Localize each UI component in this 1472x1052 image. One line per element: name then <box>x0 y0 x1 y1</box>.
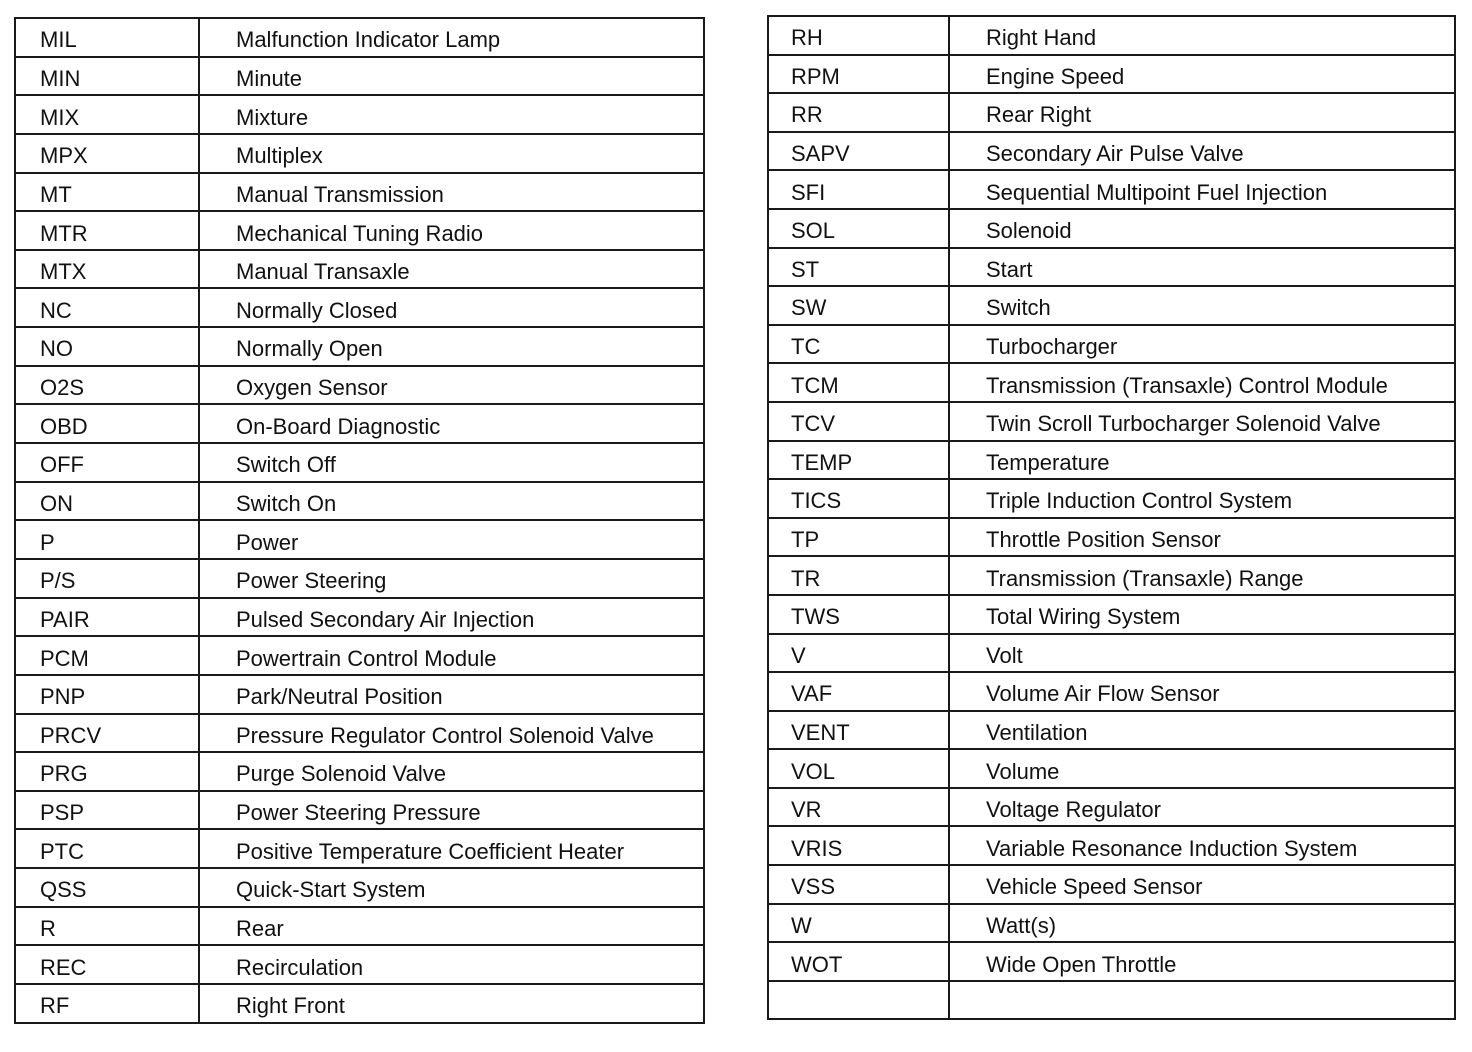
meaning-cell: Minute <box>199 57 704 96</box>
table-row <box>768 595 1455 634</box>
abbreviation-cell: V <box>768 634 949 673</box>
table-row <box>15 675 704 714</box>
abbreviation-cell: SFI <box>768 170 949 209</box>
table-row <box>768 170 1455 209</box>
abbreviation-cell: NO <box>15 327 199 366</box>
meaning-cell: Temperature <box>949 441 1455 480</box>
table-row <box>15 482 704 521</box>
abbreviation-cell: O2S <box>15 366 199 405</box>
abbreviation-cell: QSS <box>15 868 199 907</box>
meaning-cell: Right Front <box>199 984 704 1023</box>
table-row <box>15 134 704 173</box>
meaning-cell: Malfunction Indicator Lamp <box>199 18 704 57</box>
abbreviation-cell: TCV <box>768 402 949 441</box>
abbreviation-cell: NC <box>15 288 199 327</box>
table-row <box>15 714 704 753</box>
meaning-cell: Volt <box>949 634 1455 673</box>
table-row <box>768 363 1455 402</box>
meaning-cell: Transmission (Transaxle) Range <box>949 556 1455 595</box>
table-row <box>768 55 1455 94</box>
meaning-cell: Volume <box>949 749 1455 788</box>
meaning-cell: Right Hand <box>949 16 1455 55</box>
table-row <box>15 288 704 327</box>
table-row <box>15 404 704 443</box>
meaning-cell: Mixture <box>199 95 704 134</box>
abbreviation-table-right <box>767 15 1456 1020</box>
meaning-cell: Ventilation <box>949 711 1455 750</box>
meaning-cell: Manual Transmission <box>199 173 704 212</box>
table-row <box>768 749 1455 788</box>
table-row <box>768 286 1455 325</box>
table-row <box>768 209 1455 248</box>
meaning-cell: Wide Open Throttle <box>949 942 1455 981</box>
abbreviation-cell: P/S <box>15 559 199 598</box>
meaning-cell: Solenoid <box>949 209 1455 248</box>
meaning-cell: Power <box>199 520 704 559</box>
table-row <box>768 672 1455 711</box>
table-row <box>15 211 704 250</box>
meaning-cell: Powertrain Control Module <box>199 636 704 675</box>
abbreviation-cell: RPM <box>768 55 949 94</box>
table-body-left <box>15 18 704 1023</box>
abbreviation-cell: TEMP <box>768 441 949 480</box>
meaning-cell: Recirculation <box>199 945 704 984</box>
abbreviation-cell: VENT <box>768 711 949 750</box>
table-row <box>768 634 1455 673</box>
abbreviation-cell: PSP <box>15 791 199 830</box>
abbreviation-cell: VSS <box>768 865 949 904</box>
table-row <box>768 248 1455 287</box>
abbreviation-cell: MIL <box>15 18 199 57</box>
meaning-cell: Switch <box>949 286 1455 325</box>
meaning-cell: Park/Neutral Position <box>199 675 704 714</box>
table-row <box>15 366 704 405</box>
abbreviation-cell: RH <box>768 16 949 55</box>
meaning-cell: Multiplex <box>199 134 704 173</box>
table-row <box>768 556 1455 595</box>
meaning-cell: Manual Transaxle <box>199 250 704 289</box>
abbreviation-cell: OBD <box>15 404 199 443</box>
abbreviation-cell: TCM <box>768 363 949 402</box>
abbreviation-cell: VAF <box>768 672 949 711</box>
table-row <box>768 16 1455 55</box>
table-row <box>15 520 704 559</box>
meaning-cell: Sequential Multipoint Fuel Injection <box>949 170 1455 209</box>
abbreviation-cell: MIX <box>15 95 199 134</box>
table-row <box>15 443 704 482</box>
abbreviation-cell: P <box>15 520 199 559</box>
table-row <box>15 907 704 946</box>
table-row <box>768 865 1455 904</box>
table-row <box>15 868 704 907</box>
table-row <box>15 173 704 212</box>
abbreviation-cell: RF <box>15 984 199 1023</box>
table-row <box>15 95 704 134</box>
meaning-cell: Vehicle Speed Sensor <box>949 865 1455 904</box>
meaning-cell: Purge Solenoid Valve <box>199 752 704 791</box>
meaning-cell: Secondary Air Pulse Valve <box>949 132 1455 171</box>
meaning-cell: Watt(s) <box>949 904 1455 943</box>
abbreviation-cell: VR <box>768 788 949 827</box>
table-row <box>15 791 704 830</box>
table-row <box>768 441 1455 480</box>
abbreviation-cell: ST <box>768 248 949 287</box>
table-row <box>15 829 704 868</box>
meaning-cell: Turbocharger <box>949 325 1455 364</box>
table-row <box>15 57 704 96</box>
meaning-cell <box>949 981 1455 1020</box>
meaning-cell: Switch On <box>199 482 704 521</box>
meaning-cell: Triple Induction Control System <box>949 479 1455 518</box>
table-row <box>15 945 704 984</box>
meaning-cell: Twin Scroll Turbocharger Solenoid Valve <box>949 402 1455 441</box>
table-row <box>15 752 704 791</box>
abbreviation-cell: VOL <box>768 749 949 788</box>
table-row <box>15 559 704 598</box>
abbreviation-cell: SAPV <box>768 132 949 171</box>
table-row <box>768 904 1455 943</box>
meaning-cell: Transmission (Transaxle) Control Module <box>949 363 1455 402</box>
table-row <box>768 132 1455 171</box>
abbreviation-cell: PRG <box>15 752 199 791</box>
table-row <box>768 788 1455 827</box>
table-row <box>15 250 704 289</box>
meaning-cell: Oxygen Sensor <box>199 366 704 405</box>
table-row <box>15 636 704 675</box>
abbreviation-cell: RR <box>768 93 949 132</box>
meaning-cell: Normally Closed <box>199 288 704 327</box>
abbreviation-cell: PRCV <box>15 714 199 753</box>
abbreviation-cell: MT <box>15 173 199 212</box>
meaning-cell: Normally Open <box>199 327 704 366</box>
abbreviation-cell: PAIR <box>15 598 199 637</box>
abbreviation-cell: TR <box>768 556 949 595</box>
abbreviation-cell: TICS <box>768 479 949 518</box>
meaning-cell: Engine Speed <box>949 55 1455 94</box>
meaning-cell: Positive Temperature Coefficient Heater <box>199 829 704 868</box>
abbreviation-cell: SW <box>768 286 949 325</box>
table-row <box>768 826 1455 865</box>
meaning-cell: Switch Off <box>199 443 704 482</box>
meaning-cell: Power Steering Pressure <box>199 791 704 830</box>
abbreviation-cell: TC <box>768 325 949 364</box>
table-row <box>15 18 704 57</box>
meaning-cell: On-Board Diagnostic <box>199 404 704 443</box>
table-row <box>768 325 1455 364</box>
abbreviation-cell: MIN <box>15 57 199 96</box>
abbreviation-cell: MTR <box>15 211 199 250</box>
abbreviation-cell: PNP <box>15 675 199 714</box>
abbreviation-cell: R <box>15 907 199 946</box>
table-row <box>768 981 1455 1020</box>
table-row <box>768 402 1455 441</box>
meaning-cell: Start <box>949 248 1455 287</box>
abbreviation-cell: SOL <box>768 209 949 248</box>
meaning-cell: Mechanical Tuning Radio <box>199 211 704 250</box>
abbreviation-cell: ON <box>15 482 199 521</box>
meaning-cell: Quick-Start System <box>199 868 704 907</box>
table-row <box>768 93 1455 132</box>
table-row <box>15 598 704 637</box>
abbreviation-cell: MPX <box>15 134 199 173</box>
table-row <box>768 518 1455 557</box>
meaning-cell: Power Steering <box>199 559 704 598</box>
meaning-cell: Rear <box>199 907 704 946</box>
abbreviation-cell: WOT <box>768 942 949 981</box>
abbreviation-cell: W <box>768 904 949 943</box>
abbreviation-cell: VRIS <box>768 826 949 865</box>
meaning-cell: Volume Air Flow Sensor <box>949 672 1455 711</box>
table-body-right <box>768 16 1455 1019</box>
meaning-cell: Throttle Position Sensor <box>949 518 1455 557</box>
meaning-cell: Variable Resonance Induction System <box>949 826 1455 865</box>
abbreviation-table-left <box>14 17 705 1024</box>
abbreviation-cell: MTX <box>15 250 199 289</box>
abbreviation-cell <box>768 981 949 1020</box>
abbreviation-cell: OFF <box>15 443 199 482</box>
meaning-cell: Voltage Regulator <box>949 788 1455 827</box>
meaning-cell: Pressure Regulator Control Solenoid Valve <box>199 714 704 753</box>
table-row <box>768 942 1455 981</box>
abbreviation-cell: REC <box>15 945 199 984</box>
meaning-cell: Total Wiring System <box>949 595 1455 634</box>
table-row <box>15 984 704 1023</box>
table-row <box>768 711 1455 750</box>
table-row <box>15 327 704 366</box>
abbreviation-cell: PTC <box>15 829 199 868</box>
abbreviation-cell: PCM <box>15 636 199 675</box>
table-row <box>768 479 1455 518</box>
abbreviation-cell: TP <box>768 518 949 557</box>
meaning-cell: Rear Right <box>949 93 1455 132</box>
meaning-cell: Pulsed Secondary Air Injection <box>199 598 704 637</box>
abbreviation-cell: TWS <box>768 595 949 634</box>
